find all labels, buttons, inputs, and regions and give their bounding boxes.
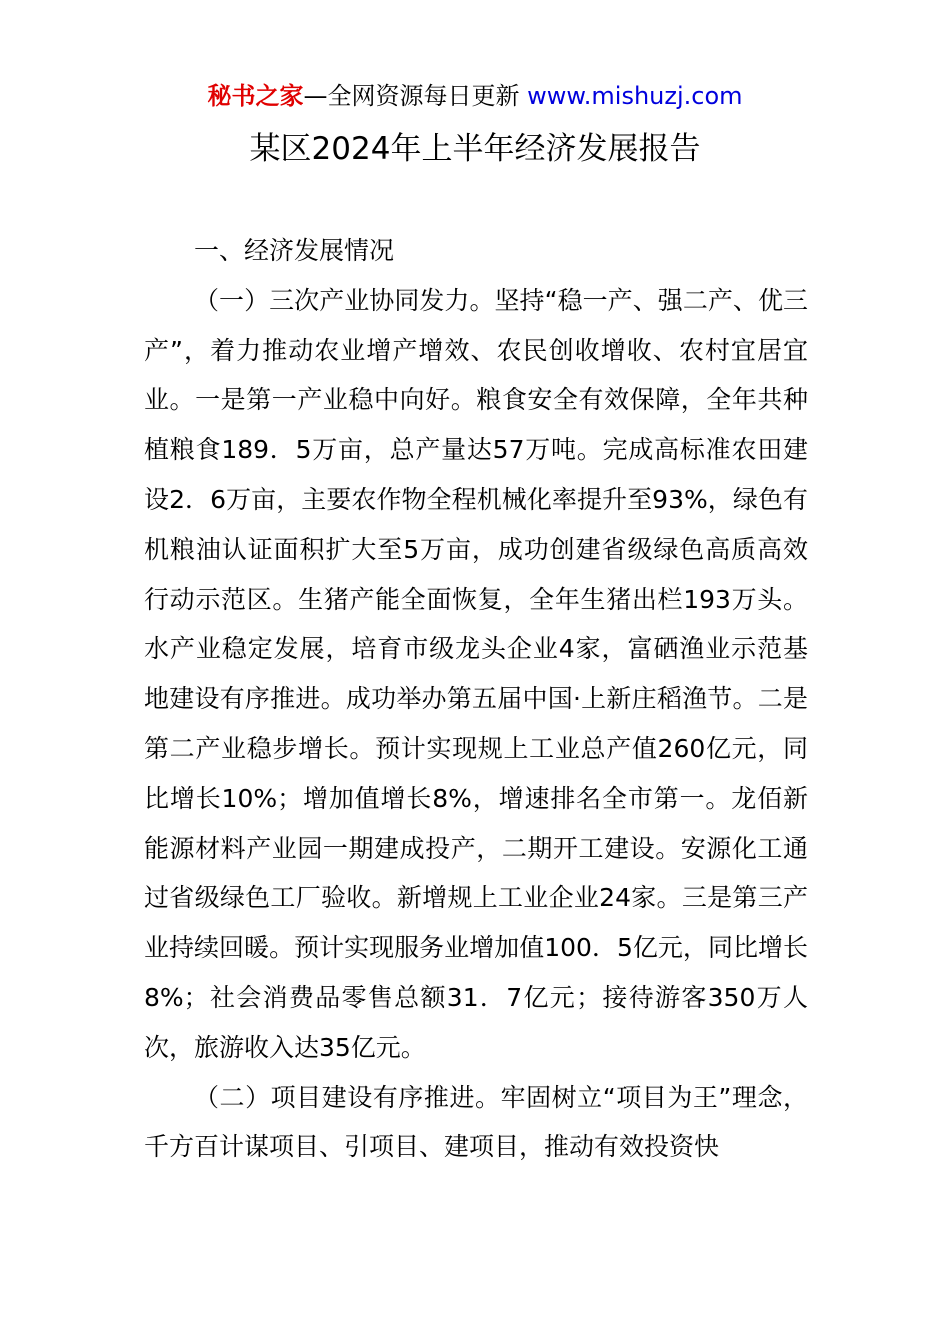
body-paragraph: （二）项目建设有序推进。牢固树立“项目为王”理念，千方百计谋项目、引项目、建项目，推动有效投资快 [144,1082,808,1162]
document-title: 某区2024年上半年经济发展报告 [249,131,701,167]
document-body [144,226,808,1172]
section-heading: 一、经济发展情况 [194,236,395,265]
site-url-link[interactable]: www.mishuzj.com [527,82,743,110]
site-brand: 秘书之家 [207,82,304,110]
site-tagline: —全网资源每日更新 [303,82,528,110]
site-header [0,80,950,112]
body-paragraph: （一）三次产业协同发力。坚持“稳一产、强二产、优三产”，着力推动农业增产增效、农民创收增收、农村宜居宜业。一是第一产业稳中向好。粮食安全有效保障，全年共种植粮食189．5万亩，总产量达57万吨。完成高标准农田建设2．6万亩，主要农作物全程机械化率提升至93%，绿色有机粮油认证面积扩大至5万亩，成功创建省级绿色高质高效行动示范区。生猪产能全面恢复，全年生猪出栏193万头。水产业稳定发展，培育市级龙头企业4家，富硒渔业示范基地建设有序推进。成功举办第五届中国·上新庄稻渔节。二是第二产业稳步增长。预计实现规上工业总产值260亿元，同比增长10%；增加值增长8%，增速排名全市第一。龙佰新能源材料产业园一期建成投产，二期开工建设。安源化工通过省级绿色工厂验收。新增规上工业企业24家。三是第三产业持续回暖。预计实现服务业增加值100．5亿元，同比增长8%；社会消费品零售总额31．7亿元；接待游客350万人次，旅游收入达35亿元。 [144,285,808,1062]
